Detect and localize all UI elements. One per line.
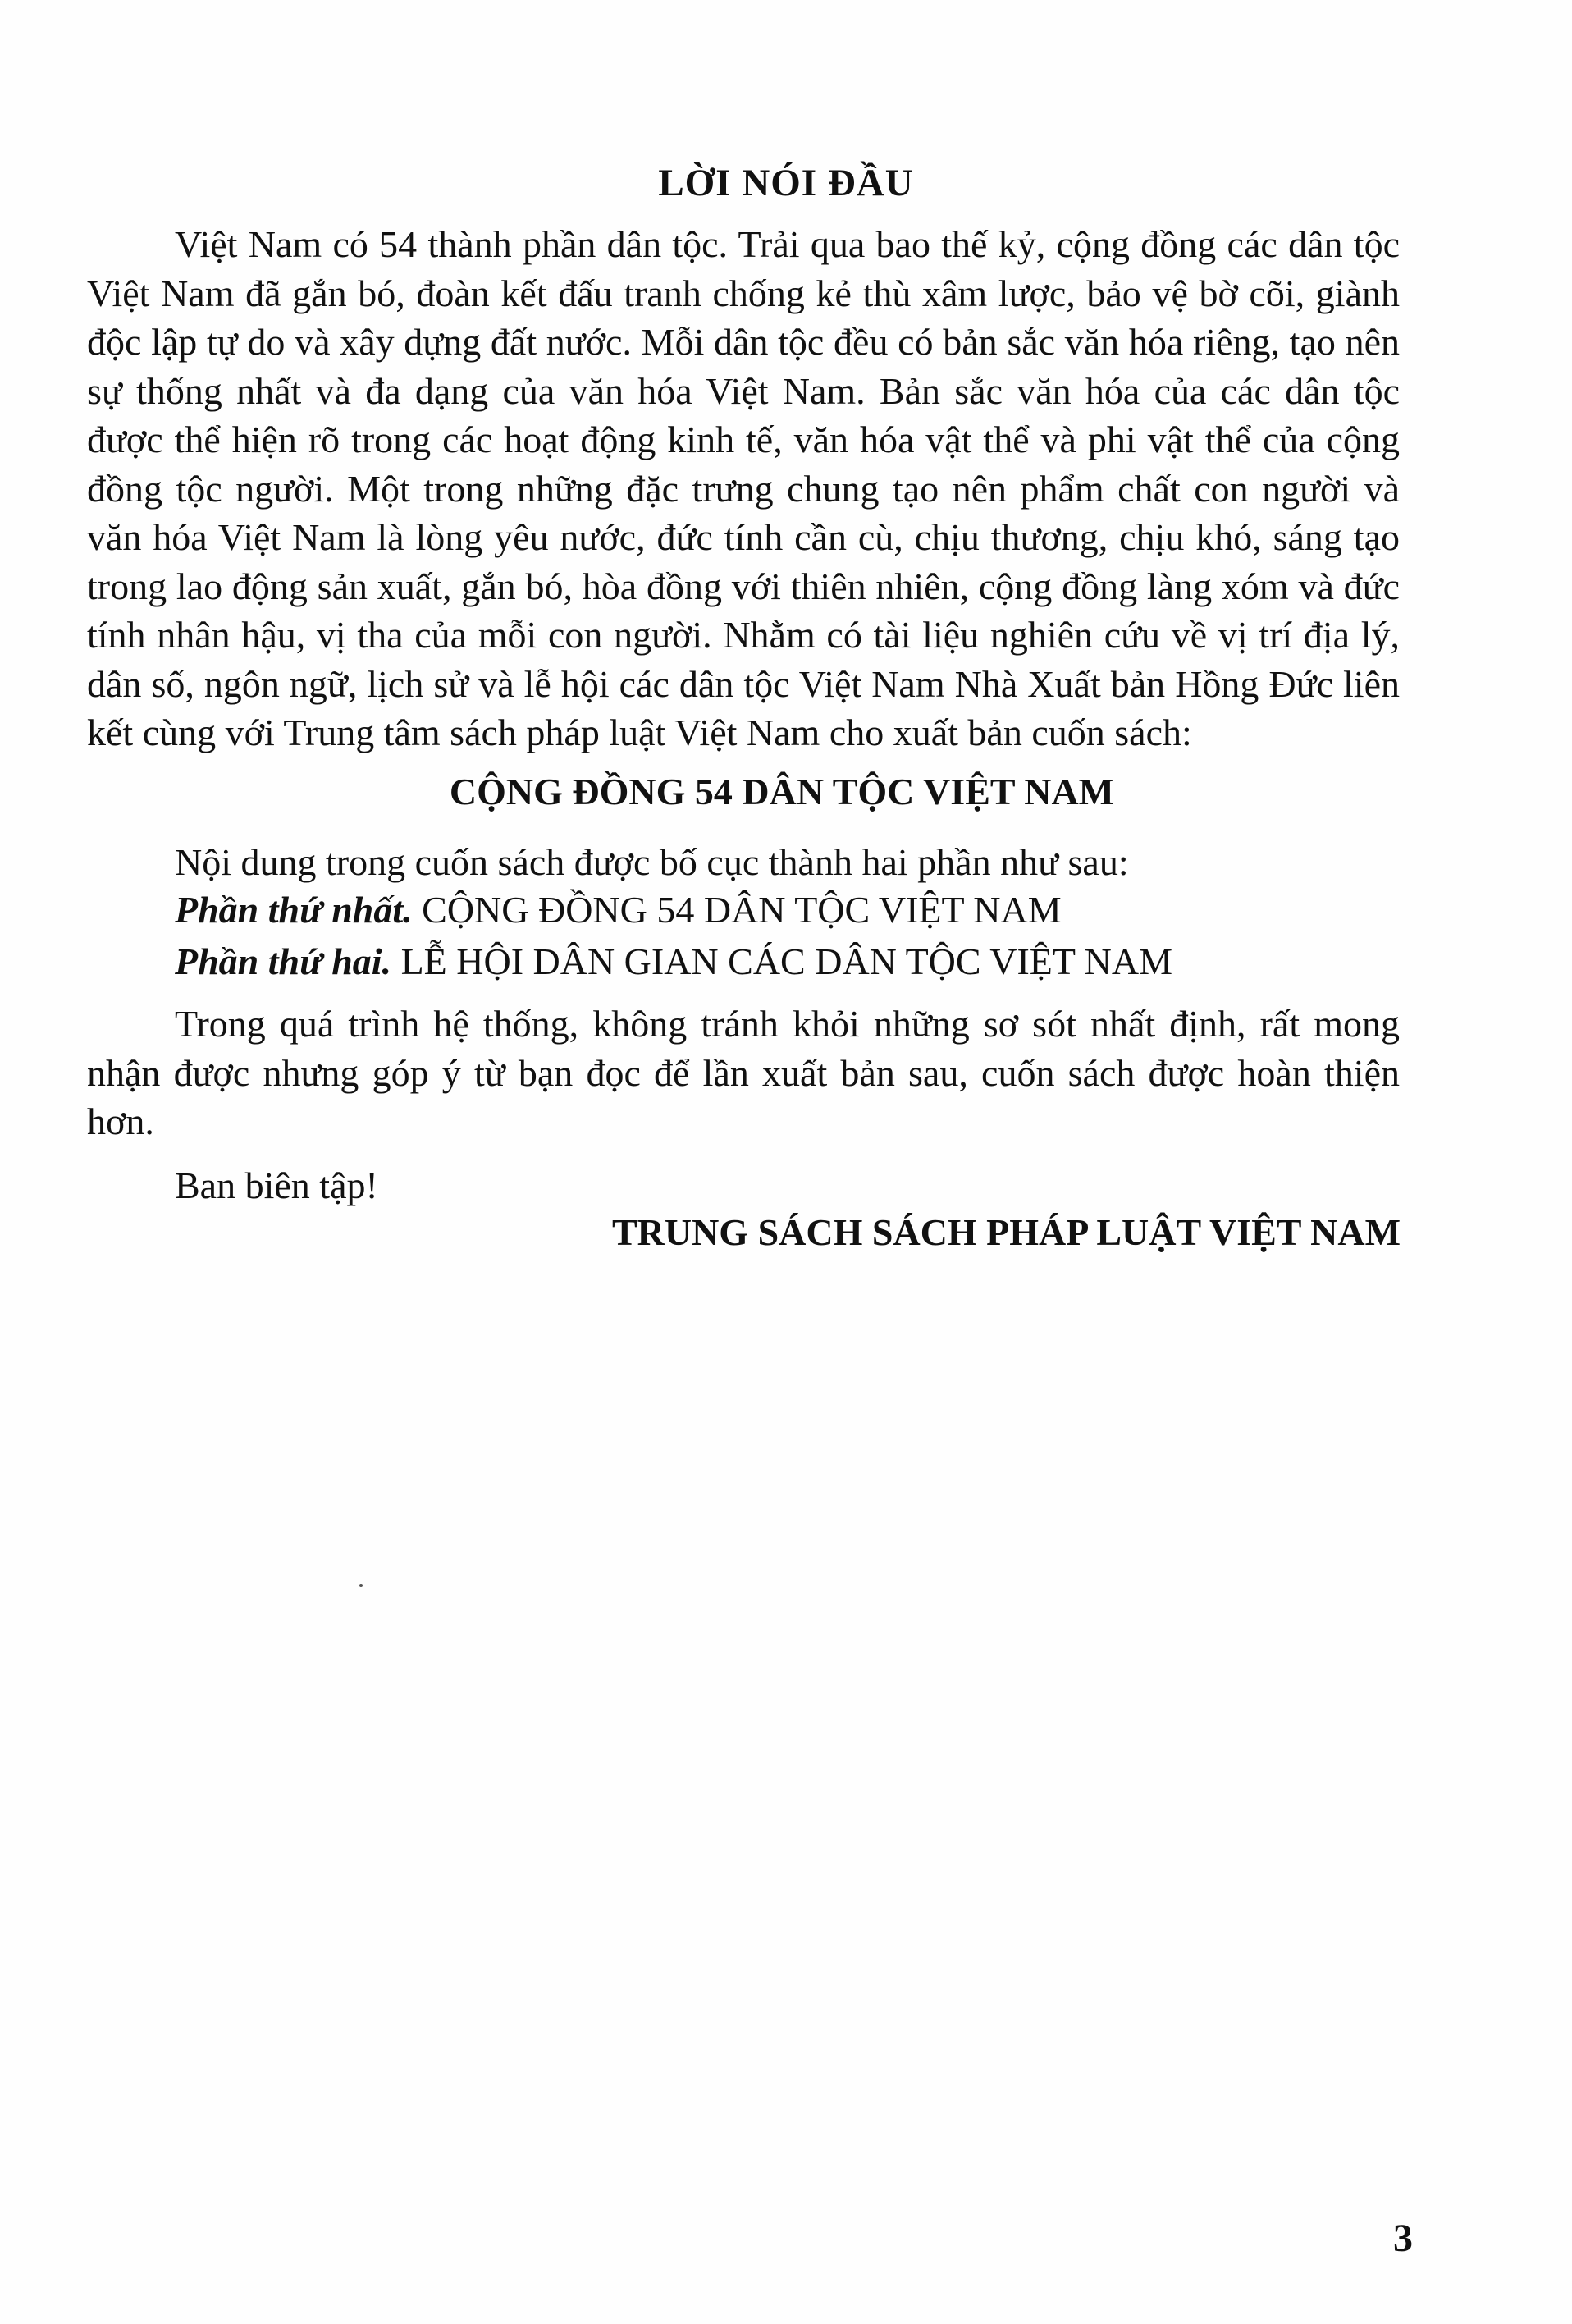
book-title: CỘNG ĐỒNG 54 DÂN TỘC VIỆT NAM (449, 771, 1115, 812)
signature: TRUNG SÁCH SÁCH PHÁP LUẬT VIỆT NAM (611, 1211, 1401, 1253)
paper-speck (359, 1584, 363, 1587)
part-two-line (175, 940, 1172, 983)
intro-paragraph: Việt Nam có 54 thành phần dân tộc. Trải qua bao thế kỷ, cộng đồng các dân tộc Việt Nam đã gắn bó, đoàn kết đấu tranh chống kẻ thù xâm lược, bảo vệ bờ cõi, giành độc lập tự do và xây dựng đất nước. Mỗi dân tộc đều có bản sắc văn hóa riêng, tạo nên sự thống nhất và đa dạng của văn hóa Việt Nam. Bản sắc văn hóa của các dân tộc được thể hiện rõ trong các hoạt động kinh tế, văn hóa vật thể và phi vật thể của cộng đồng tộc người. Một trong những đặc trưng chung tạo nên phẩm chất con người và văn hóa Việt Nam là lòng yêu nước, đức tính cần cù, chịu thương, chịu khó, sáng tạo trong lao động sản xuất, gắn bó, hòa đồng với thiên nhiên, cộng đồng làng xóm và đức tính nhân hậu, vị tha của mỗi con người. Nhằm có tài liệu nghiên cứu về vị trí địa lý, dân số, ngôn ngữ, lịch sử và lễ hội các dân tộc Việt Nam Nhà Xuất bản Hồng Đức liên kết cùng với Trung tâm sách pháp luật Việt Nam cho xuất bản cuốn sách: (87, 223, 1400, 753)
part-one-title: CỘNG ĐỒNG 54 DÂN TỘC VIỆT NAM (412, 889, 1062, 931)
part-one-label: Phần thứ nhất. (175, 889, 413, 931)
part-one-line (175, 888, 1062, 931)
part-two-title: LỄ HỘI DÂN GIAN CÁC DÂN TỘC VIỆT NAM (391, 940, 1172, 982)
page-number: 3 (1393, 2216, 1413, 2260)
sign-off: Ban biên tập! (175, 1164, 378, 1206)
part-two-label: Phần thứ hai. (175, 940, 392, 982)
structure-intro: Nội dung trong cuốn sách được bố cục thành hai phần như sau: (175, 841, 1129, 883)
page-heading: LỜI NÓI ĐẦU (658, 162, 914, 204)
closing-paragraph: Trong quá trình hệ thống, không tránh khỏi những sơ sót nhất định, rất mong nhận được nhưng góp ý từ bạn đọc để lần xuất bản sau, cuốn sách được hoàn thiện hơn. (87, 1003, 1400, 1142)
